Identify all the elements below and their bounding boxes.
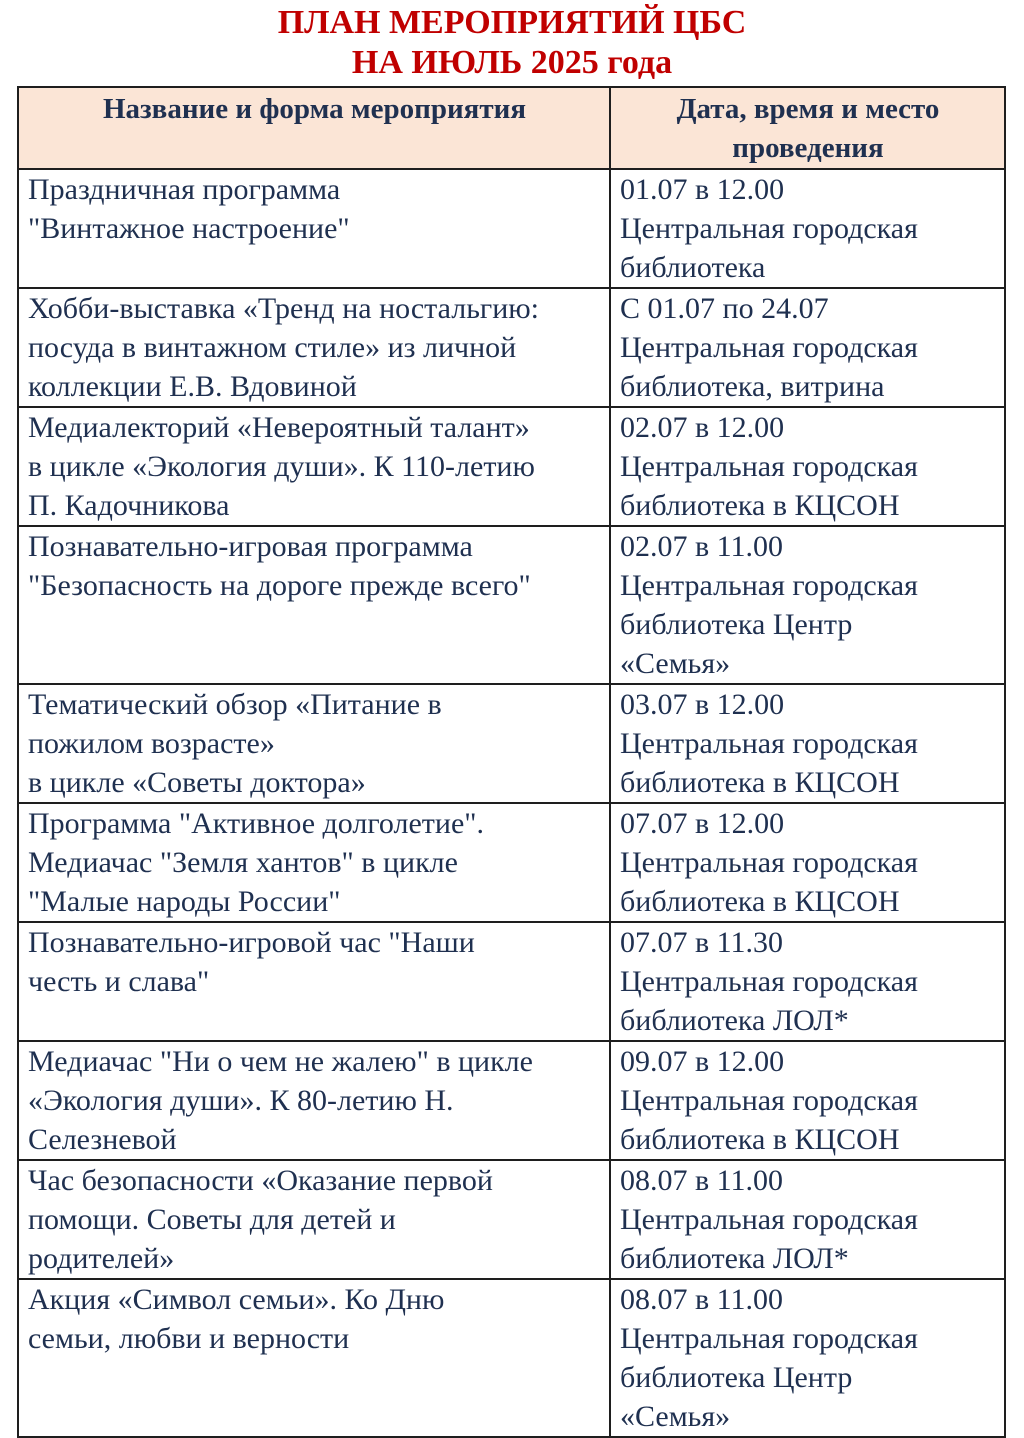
event-name-cell: Тематический обзор «Питание в пожилом возрасте» в цикле «Советы доктора» bbox=[18, 684, 610, 803]
header-event-name: Название и форма мероприятия bbox=[18, 87, 610, 169]
event-date-place-cell: 07.07 в 12.00 Центральная городская библиотека в КЦСОН bbox=[610, 803, 1005, 922]
event-date-place-cell: 02.07 в 11.00 Центральная городская библиотека Центр «Семья» bbox=[610, 526, 1005, 684]
table-row bbox=[18, 1279, 1005, 1437]
event-date-place-cell: 03.07 в 12.00 Центральная городская библиотека в КЦСОН bbox=[610, 684, 1005, 803]
event-date-place-cell: 09.07 в 12.00 Центральная городская библиотека в КЦСОН bbox=[610, 1041, 1005, 1160]
event-name-cell: Медиалекторий «Невероятный талант» в цикле «Экология души». К 110-летию П. Кадочникова bbox=[18, 407, 610, 526]
event-date-place-cell: 08.07 в 11.00 Центральная городская библиотека ЛОЛ* bbox=[610, 1160, 1005, 1279]
table-row bbox=[18, 684, 1005, 803]
event-date-place-cell: С 01.07 по 24.07 Центральная городская библиотека, витрина bbox=[610, 288, 1005, 407]
document-title-line-1: ПЛАН МЕРОПРИЯТИЙ ЦБС bbox=[277, 4, 747, 41]
table-row bbox=[18, 288, 1005, 407]
document-title-line-2: НА ИЮЛЬ 2025 года bbox=[351, 44, 673, 81]
event-name-cell: Час безопасности «Оказание первой помощи. Советы для детей и родителей» bbox=[18, 1160, 610, 1279]
event-name-cell: Познавательно-игровой час "Наши честь и слава" bbox=[18, 922, 610, 1041]
event-date-place-cell: 07.07 в 11.30 Центральная городская библиотека ЛОЛ* bbox=[610, 922, 1005, 1041]
event-name-cell: Хобби-выставка «Тренд на ностальгию: посуда в винтажном стиле» из личной коллекции Е.В. Вдовиной bbox=[18, 288, 610, 407]
table-row bbox=[18, 1160, 1005, 1279]
table-row bbox=[18, 169, 1005, 288]
event-date-place-cell: 08.07 в 11.00 Центральная городская библиотека Центр «Семья» bbox=[610, 1279, 1005, 1437]
table-row bbox=[18, 1041, 1005, 1160]
events-plan-table bbox=[17, 86, 1006, 1438]
event-name-cell: Программа "Активное долголетие". Медиачас "Земля хантов" в цикле "Малые народы России" bbox=[18, 803, 610, 922]
header-date-place: Дата, время и место проведения bbox=[610, 87, 1005, 169]
table-row bbox=[18, 526, 1005, 684]
event-name-cell: Медиачас "Ни о чем не жалею" в цикле «Экология души». К 80-летию Н. Селезневой bbox=[18, 1041, 610, 1160]
event-date-place-cell: 02.07 в 12.00 Центральная городская библиотека в КЦСОН bbox=[610, 407, 1005, 526]
table-row bbox=[18, 407, 1005, 526]
table-row bbox=[18, 922, 1005, 1041]
event-name-cell: Праздничная программа "Винтажное настроение" bbox=[18, 169, 610, 288]
table-row bbox=[18, 803, 1005, 922]
table-header-row bbox=[18, 87, 1005, 169]
event-date-place-cell: 01.07 в 12.00 Центральная городская библиотека bbox=[610, 169, 1005, 288]
event-name-cell: Познавательно-игровая программа "Безопасность на дороге прежде всего" bbox=[18, 526, 610, 684]
event-name-cell: Акция «Символ семьи». Ко Дню семьи, любви и верности bbox=[18, 1279, 610, 1437]
